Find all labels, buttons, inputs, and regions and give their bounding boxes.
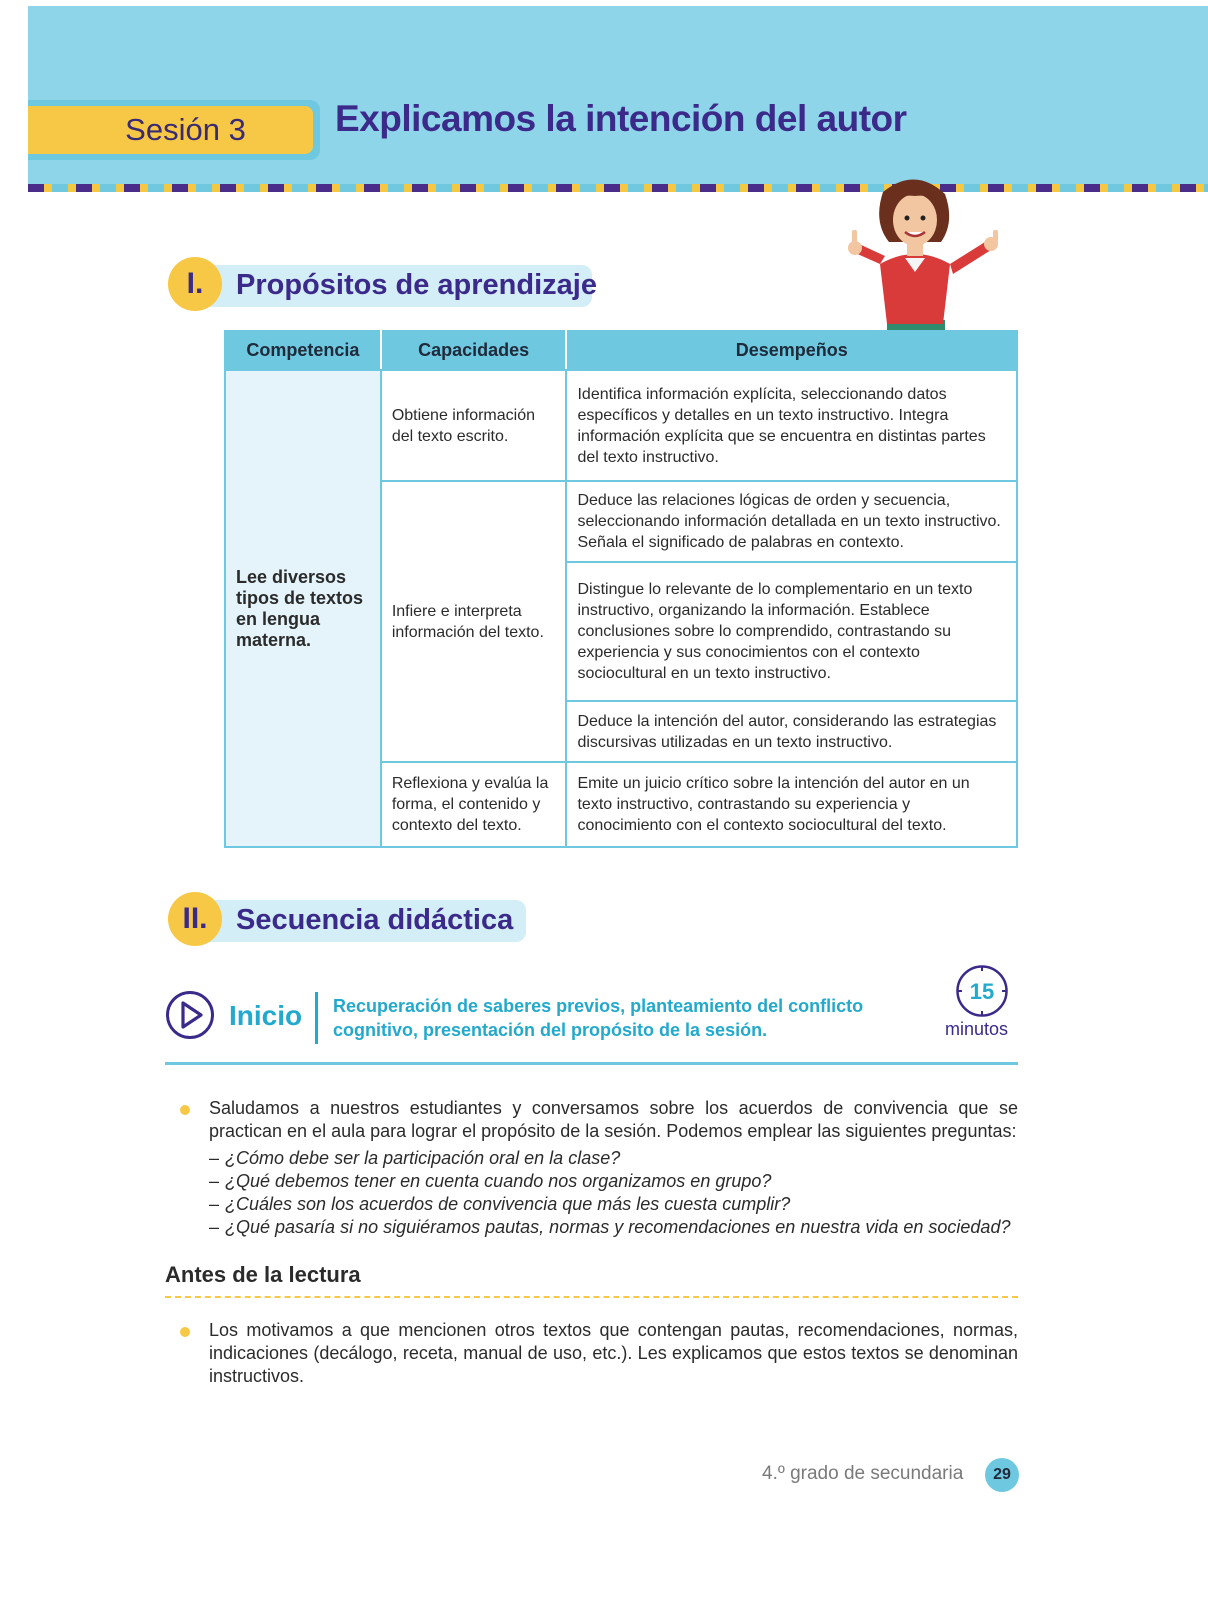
column-header-desempenos: Desempeños (566, 331, 1017, 370)
desempeno-cell: Distingue lo relevante de lo complementario en un texto instructivo, organizando la información. Establece conclusiones sobre lo comprendido, contrastando su experiencia y sus conocimientos con el contexto sociocultural en un texto instructivo. (566, 562, 1017, 701)
intro-paragraph: Saludamos a nuestros estudiantes y conversamos sobre los acuerdos de convivencia que se practican en el aula para lograr el propósito de la sesión. Podemos emplear las siguientes preguntas: (209, 1098, 1018, 1141)
list-item: – ¿Qué pasaría si no siguiéramos pautas, normas y recomendaciones en nuestra vida en sociedad? (209, 1217, 1011, 1237)
session-tab (28, 106, 313, 154)
column-header-competencia: Competencia (225, 331, 381, 370)
desempeno-cell: Deduce las relaciones lógicas de orden y secuencia, seleccionando información detallada en un texto instructivo. Señala el significado de palabras en contexto. (566, 481, 1017, 562)
motivation-bullet (180, 1319, 1018, 1388)
capacidad-cell: Infiere e interpreta información del texto. (381, 481, 567, 762)
subheading: Antes de la lectura (165, 1262, 361, 1287)
footer-grade: 4.º grado de secundaria (762, 1463, 964, 1484)
competencia-cell: Lee diversos tipos de textos en lengua materna. (225, 370, 381, 847)
list-item: – ¿Qué debemos tener en cuenta cuando nos organizamos en grupo? (209, 1171, 772, 1191)
inicio-description: Recuperación de saberes previos, planteamiento del conflicto cognitivo, presentación del propósito de la sesión. (333, 996, 864, 1040)
section-number: II. (168, 892, 222, 946)
motivation-paragraph: Los motivamos a que mencionen otros textos que contengan pautas, recomendaciones, normas, indicaciones (decálogo, receta, manual de uso, etc.). Les explicamos que estos textos se denominan instructivos. (209, 1320, 1018, 1386)
list-item: – ¿Cómo debe ser la participación oral en la clase? (209, 1148, 621, 1168)
section-title: Propósitos de aprendizaje (236, 269, 597, 301)
minutes-value: 15 (969, 979, 995, 1004)
desempeno-cell: Identifica información explícita, seleccionando datos específicos y detalles en un texto instructivo. Integra información explícita que se encuentra en distintas partes del texto instructivo. (566, 370, 1017, 481)
question-text: ¿Qué pasaría si no siguiéramos pautas, normas y recomendaciones en nuestra vida en sociedad? (225, 1217, 1011, 1237)
list-item: – ¿Cuáles son los acuerdos de convivencia que más les cuesta cumplir? (209, 1194, 791, 1214)
play-icon (165, 990, 215, 1040)
question-text: ¿Cuáles son los acuerdos de convivencia que más les cuesta cumplir? (225, 1194, 791, 1214)
page-number: 29 (985, 1458, 1019, 1492)
question-list (209, 1147, 1018, 1239)
inicio-separator (315, 992, 318, 1044)
header-stripe-divider (28, 184, 1208, 192)
capacidad-cell: Obtiene información del texto escrito. (381, 370, 567, 481)
bullet-icon (180, 1327, 190, 1337)
table-row (225, 370, 1017, 481)
section-heading-purposes (168, 257, 597, 313)
intro-bullet (180, 1097, 1018, 1239)
column-header-capacidades: Capacidades (381, 331, 567, 370)
desempeno-cell: Emite un juicio crítico sobre la intención del autor en un texto instructivo, contrastando su experiencia y conocimiento con el contexto sociocultural del texto. (566, 762, 1017, 847)
question-text: ¿Cómo debe ser la participación oral en la clase? (225, 1148, 621, 1168)
section-title: Secuencia didáctica (236, 904, 514, 936)
table-header-row (225, 331, 1017, 370)
section-number: I. (168, 257, 222, 311)
question-text: ¿Qué debemos tener en cuenta cuando nos organizamos en grupo? (225, 1171, 772, 1191)
minutes-label: minutos (945, 1019, 1009, 1039)
inicio-label: Inicio (229, 1000, 303, 1031)
dashed-divider (165, 1296, 1018, 1298)
desempeno-cell: Deduce la intención del autor, considerando las estrategias discursivas utilizadas en un texto instructivo. (566, 701, 1017, 762)
section-heading-sequence (168, 892, 528, 948)
inicio-divider (165, 1062, 1018, 1065)
page-title: Explicamos la intención del autor (335, 98, 907, 139)
bullet-icon (180, 1105, 190, 1115)
teacher-illustration (845, 172, 1010, 332)
capacidad-cell: Reflexiona y evalúa la forma, el contenido y contexto del texto. (381, 762, 567, 847)
learning-purposes-table (224, 330, 1018, 848)
clock-icon (955, 964, 1009, 1018)
session-label: Sesión 3 (125, 112, 246, 147)
